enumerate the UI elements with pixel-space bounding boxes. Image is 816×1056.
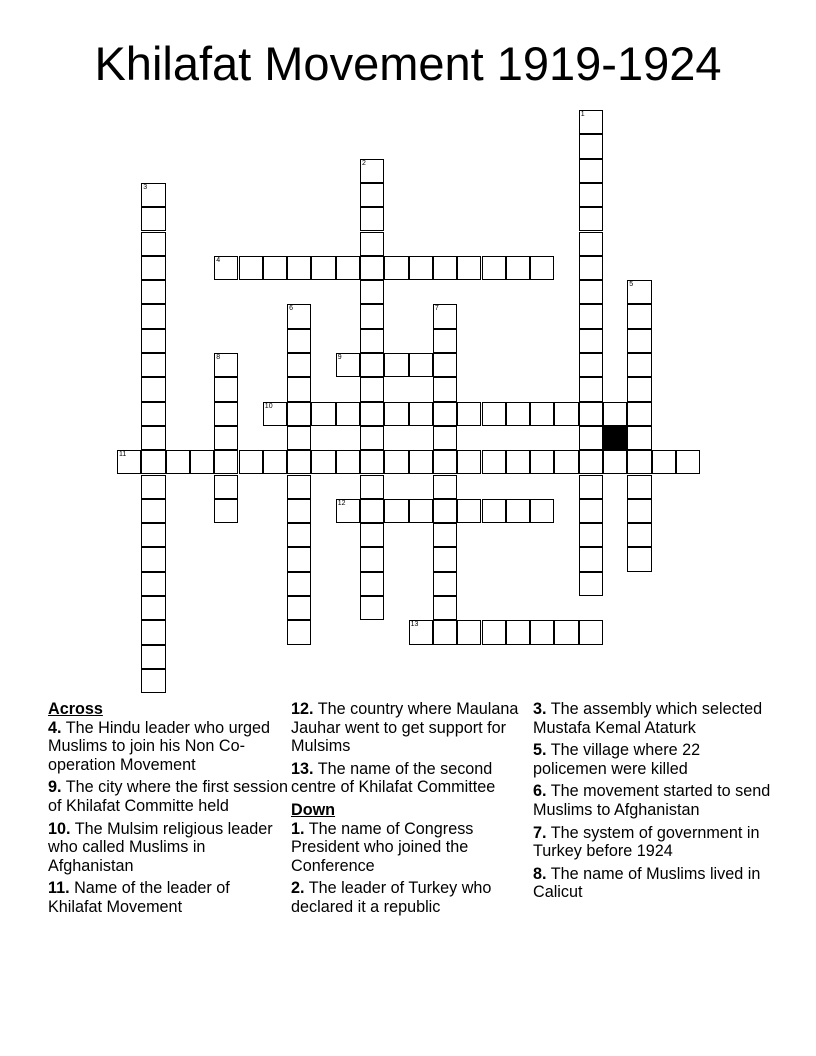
grid-cell[interactable] bbox=[579, 620, 603, 644]
clues-column-1 bbox=[48, 700, 288, 921]
grid-cell[interactable] bbox=[457, 256, 481, 280]
clue-down-8: 8. The name of Muslims lived in Calicut bbox=[533, 864, 761, 902]
grid-cell[interactable] bbox=[433, 402, 457, 426]
grid-cell[interactable] bbox=[141, 669, 165, 693]
grid-cell[interactable] bbox=[287, 377, 311, 401]
grid-cell[interactable] bbox=[141, 475, 165, 499]
clue-down-6: 6. The movement started to send Muslims to Afghanistan bbox=[533, 782, 771, 819]
grid-cell[interactable] bbox=[579, 353, 603, 377]
grid-cell[interactable] bbox=[360, 183, 384, 207]
grid-cell[interactable] bbox=[360, 499, 384, 523]
grid-cell[interactable] bbox=[360, 329, 384, 353]
grid-cell[interactable] bbox=[360, 304, 384, 328]
grid-cell[interactable] bbox=[409, 620, 433, 644]
grid-cell[interactable] bbox=[287, 426, 311, 450]
grid-cell[interactable] bbox=[579, 134, 603, 158]
grid-cell[interactable] bbox=[214, 377, 238, 401]
grid-cell[interactable] bbox=[214, 353, 238, 377]
clue-across-12: 12. The country where Maulana Jauhar went to get support for Mulsims bbox=[291, 700, 519, 756]
grid-cell[interactable] bbox=[554, 620, 578, 644]
grid-cell[interactable] bbox=[433, 547, 457, 571]
grid-cell[interactable] bbox=[384, 450, 408, 474]
clue-across-9: 9. The city where the first session of Khilafat Committe held bbox=[48, 778, 288, 815]
grid-cell[interactable] bbox=[141, 499, 165, 523]
grid-cell[interactable] bbox=[336, 353, 360, 377]
grid-cell[interactable] bbox=[627, 280, 651, 304]
grid-cell[interactable] bbox=[141, 256, 165, 280]
grid-cell[interactable] bbox=[530, 620, 554, 644]
grid-cell[interactable] bbox=[579, 232, 603, 256]
grid-cell[interactable] bbox=[287, 523, 311, 547]
grid-cell[interactable] bbox=[287, 475, 311, 499]
grid-cell[interactable] bbox=[384, 353, 408, 377]
grid-cell[interactable] bbox=[433, 572, 457, 596]
grid-cell[interactable] bbox=[627, 353, 651, 377]
grid-cell[interactable] bbox=[263, 256, 287, 280]
grid-cell[interactable] bbox=[141, 377, 165, 401]
grid-cell[interactable] bbox=[506, 499, 530, 523]
grid-cell[interactable] bbox=[214, 402, 238, 426]
clue-number-7: 7 bbox=[434, 305, 439, 313]
clues-column-2 bbox=[291, 700, 531, 921]
grid-cell[interactable] bbox=[141, 329, 165, 353]
grid-cell[interactable] bbox=[627, 304, 651, 328]
grid-cell[interactable] bbox=[287, 450, 311, 474]
grid-cell[interactable] bbox=[360, 377, 384, 401]
clue-number-2: 2 bbox=[362, 159, 366, 167]
grid-cell[interactable] bbox=[141, 572, 165, 596]
grid-cell[interactable] bbox=[627, 402, 651, 426]
grid-cell[interactable] bbox=[579, 450, 603, 474]
clue-number-10: 10 bbox=[264, 402, 273, 410]
grid-cell[interactable] bbox=[579, 110, 603, 134]
grid-cell[interactable] bbox=[141, 426, 165, 450]
clue-across-4: 4. The Hindu leader who urged Muslims to join his Non Co-operation Movement bbox=[48, 718, 271, 774]
grid-cell[interactable] bbox=[579, 572, 603, 596]
grid-cell[interactable] bbox=[627, 547, 651, 571]
grid-cell[interactable] bbox=[530, 499, 554, 523]
grid-cell[interactable] bbox=[482, 450, 506, 474]
grid-cell[interactable] bbox=[433, 499, 457, 523]
grid-cell[interactable] bbox=[360, 232, 384, 256]
grid-cell[interactable] bbox=[287, 256, 311, 280]
grid-cell[interactable] bbox=[603, 450, 627, 474]
grid-cell[interactable] bbox=[627, 475, 651, 499]
grid-cell[interactable] bbox=[579, 475, 603, 499]
grid-cell[interactable] bbox=[214, 450, 238, 474]
grid-cell[interactable] bbox=[360, 280, 384, 304]
clue-number-12: 12 bbox=[337, 499, 346, 507]
grid-cell[interactable] bbox=[384, 402, 408, 426]
clue-number-8: 8 bbox=[216, 354, 221, 361]
grid-cell[interactable] bbox=[263, 450, 287, 474]
black-cell bbox=[603, 426, 627, 450]
clue-number-4: 4 bbox=[216, 256, 221, 264]
grid-cell[interactable] bbox=[627, 499, 651, 523]
across-heading: Across bbox=[48, 700, 103, 718]
grid-cell[interactable] bbox=[506, 450, 530, 474]
clue-down-5: 5. The village where 22 policemen were killed bbox=[533, 741, 701, 778]
grid-cell[interactable] bbox=[141, 353, 165, 377]
grid-cell[interactable] bbox=[530, 402, 554, 426]
grid-cell[interactable] bbox=[311, 256, 335, 280]
grid-cell[interactable] bbox=[579, 402, 603, 426]
grid-cell[interactable] bbox=[360, 596, 384, 620]
grid-cell[interactable] bbox=[433, 475, 457, 499]
grid-cell[interactable] bbox=[627, 377, 651, 401]
grid-cell[interactable] bbox=[579, 280, 603, 304]
grid-cell[interactable] bbox=[384, 256, 408, 280]
grid-cell[interactable] bbox=[311, 450, 335, 474]
grid-cell[interactable] bbox=[482, 499, 506, 523]
grid-cell[interactable] bbox=[433, 450, 457, 474]
grid-cell[interactable] bbox=[141, 523, 165, 547]
grid-cell[interactable] bbox=[554, 450, 578, 474]
grid-cell[interactable] bbox=[141, 207, 165, 231]
grid-cell[interactable] bbox=[311, 402, 335, 426]
grid-cell[interactable] bbox=[287, 304, 311, 328]
grid-cell[interactable] bbox=[627, 450, 651, 474]
grid-cell[interactable] bbox=[141, 304, 165, 328]
grid-cell[interactable] bbox=[239, 256, 263, 280]
grid-cell[interactable] bbox=[141, 620, 165, 644]
grid-cell[interactable] bbox=[433, 329, 457, 353]
grid-cell[interactable] bbox=[409, 450, 433, 474]
grid-cell[interactable] bbox=[360, 547, 384, 571]
grid-cell[interactable] bbox=[141, 280, 165, 304]
grid-cell[interactable] bbox=[627, 523, 651, 547]
grid-cell[interactable] bbox=[482, 620, 506, 644]
grid-cell[interactable] bbox=[457, 450, 481, 474]
grid-cell[interactable] bbox=[482, 402, 506, 426]
grid-cell[interactable] bbox=[360, 572, 384, 596]
grid-cell[interactable] bbox=[457, 620, 481, 644]
grid-cell[interactable] bbox=[360, 450, 384, 474]
clue-number-11: 11 bbox=[119, 451, 127, 459]
grid-cell[interactable] bbox=[141, 645, 165, 669]
grid-cell[interactable] bbox=[141, 547, 165, 571]
grid-cell[interactable] bbox=[141, 183, 165, 207]
grid-cell[interactable] bbox=[360, 207, 384, 231]
grid-cell[interactable] bbox=[336, 402, 360, 426]
grid-cell[interactable] bbox=[360, 426, 384, 450]
grid-cell[interactable] bbox=[506, 620, 530, 644]
grid-cell[interactable] bbox=[214, 475, 238, 499]
grid-cell[interactable] bbox=[287, 329, 311, 353]
grid-cell[interactable] bbox=[676, 450, 700, 474]
grid-cell[interactable] bbox=[579, 547, 603, 571]
clue-number-6: 6 bbox=[289, 305, 293, 313]
grid-cell[interactable] bbox=[214, 426, 238, 450]
grid-cell[interactable] bbox=[141, 450, 165, 474]
grid-cell[interactable] bbox=[603, 402, 627, 426]
clue-down-2: 2. The leader of Turkey who declared it a republic bbox=[291, 879, 492, 916]
grid-cell[interactable] bbox=[554, 402, 578, 426]
grid-cell[interactable] bbox=[263, 402, 287, 426]
grid-cell[interactable] bbox=[409, 402, 433, 426]
grid-cell[interactable] bbox=[579, 159, 603, 183]
grid-cell[interactable] bbox=[141, 596, 165, 620]
grid-cell[interactable] bbox=[433, 377, 457, 401]
grid-cell[interactable] bbox=[482, 256, 506, 280]
grid-cell[interactable] bbox=[433, 353, 457, 377]
clue-down-1: 1. The name of Congress President who joined the Conference bbox=[291, 819, 474, 875]
grid-cell[interactable] bbox=[239, 450, 263, 474]
grid-cell[interactable] bbox=[627, 426, 651, 450]
grid-cell[interactable] bbox=[433, 596, 457, 620]
grid-cell[interactable] bbox=[433, 426, 457, 450]
grid-cell[interactable] bbox=[336, 499, 360, 523]
grid-cell[interactable] bbox=[579, 499, 603, 523]
grid-cell[interactable] bbox=[166, 450, 190, 474]
grid-cell[interactable] bbox=[287, 353, 311, 377]
clues-column-3 bbox=[533, 700, 773, 906]
clue-down-7: 7. The system of government in Turkey before 1924 bbox=[533, 823, 760, 861]
down-heading: Down bbox=[291, 800, 336, 819]
grid-cell[interactable] bbox=[506, 256, 530, 280]
grid-cell[interactable] bbox=[287, 547, 311, 571]
clue-across-13: 13. The name of the second centre of Khilafat Committee bbox=[291, 759, 496, 797]
grid-cell[interactable] bbox=[360, 256, 384, 280]
grid-cell[interactable] bbox=[457, 402, 481, 426]
grid-cell[interactable] bbox=[409, 499, 433, 523]
clue-across-10: 10. The Mulsim religious leader who called Muslims in Afghanistan bbox=[48, 819, 273, 875]
grid-cell[interactable] bbox=[433, 256, 457, 280]
grid-cell[interactable] bbox=[652, 450, 676, 474]
grid-cell[interactable] bbox=[214, 256, 238, 280]
puzzle-title: Khilafat Movement 1919-1924 bbox=[94, 37, 722, 90]
grid-cell[interactable] bbox=[579, 256, 603, 280]
grid-cell[interactable] bbox=[360, 402, 384, 426]
grid-cell[interactable] bbox=[141, 232, 165, 256]
grid-cell[interactable] bbox=[579, 304, 603, 328]
grid-cell[interactable] bbox=[627, 329, 651, 353]
clue-number-1: 1 bbox=[580, 111, 585, 118]
grid-cell[interactable] bbox=[287, 572, 311, 596]
grid-cell[interactable] bbox=[141, 402, 165, 426]
grid-cell[interactable] bbox=[336, 450, 360, 474]
grid-cell[interactable] bbox=[287, 596, 311, 620]
grid-cell[interactable] bbox=[579, 183, 603, 207]
grid-cell[interactable] bbox=[433, 620, 457, 644]
grid-cell[interactable] bbox=[360, 159, 384, 183]
grid-cell[interactable] bbox=[457, 499, 481, 523]
grid-cell[interactable] bbox=[433, 304, 457, 328]
grid-cell[interactable] bbox=[579, 207, 603, 231]
clue-number-5: 5 bbox=[629, 281, 634, 289]
grid-cell[interactable] bbox=[287, 620, 311, 644]
grid-cell[interactable] bbox=[360, 475, 384, 499]
grid-cell[interactable] bbox=[409, 256, 433, 280]
grid-cell[interactable] bbox=[117, 450, 141, 474]
grid-cell[interactable] bbox=[579, 329, 603, 353]
grid-cell[interactable] bbox=[506, 402, 530, 426]
grid-cell[interactable] bbox=[530, 256, 554, 280]
grid-cell[interactable] bbox=[287, 499, 311, 523]
grid-cell[interactable] bbox=[360, 353, 384, 377]
grid-cell[interactable] bbox=[579, 426, 603, 450]
grid-cell[interactable] bbox=[384, 499, 408, 523]
grid-cell[interactable] bbox=[336, 256, 360, 280]
grid-cell[interactable] bbox=[433, 523, 457, 547]
clue-number-9: 9 bbox=[337, 354, 342, 361]
grid-cell[interactable] bbox=[409, 353, 433, 377]
clue-down-3: 3. The assembly which selected Mustafa Kemal Ataturk bbox=[533, 700, 763, 737]
clue-across-11: 11. Name of the leader of Khilafat Movement bbox=[48, 879, 230, 916]
grid-cell[interactable] bbox=[579, 523, 603, 547]
grid-cell[interactable] bbox=[287, 402, 311, 426]
grid-cell[interactable] bbox=[579, 377, 603, 401]
grid-cell[interactable] bbox=[530, 450, 554, 474]
clue-number-3: 3 bbox=[143, 183, 148, 191]
clue-number-13: 13 bbox=[410, 621, 419, 629]
grid-cell[interactable] bbox=[360, 523, 384, 547]
grid-cell[interactable] bbox=[190, 450, 214, 474]
grid-cell[interactable] bbox=[214, 499, 238, 523]
